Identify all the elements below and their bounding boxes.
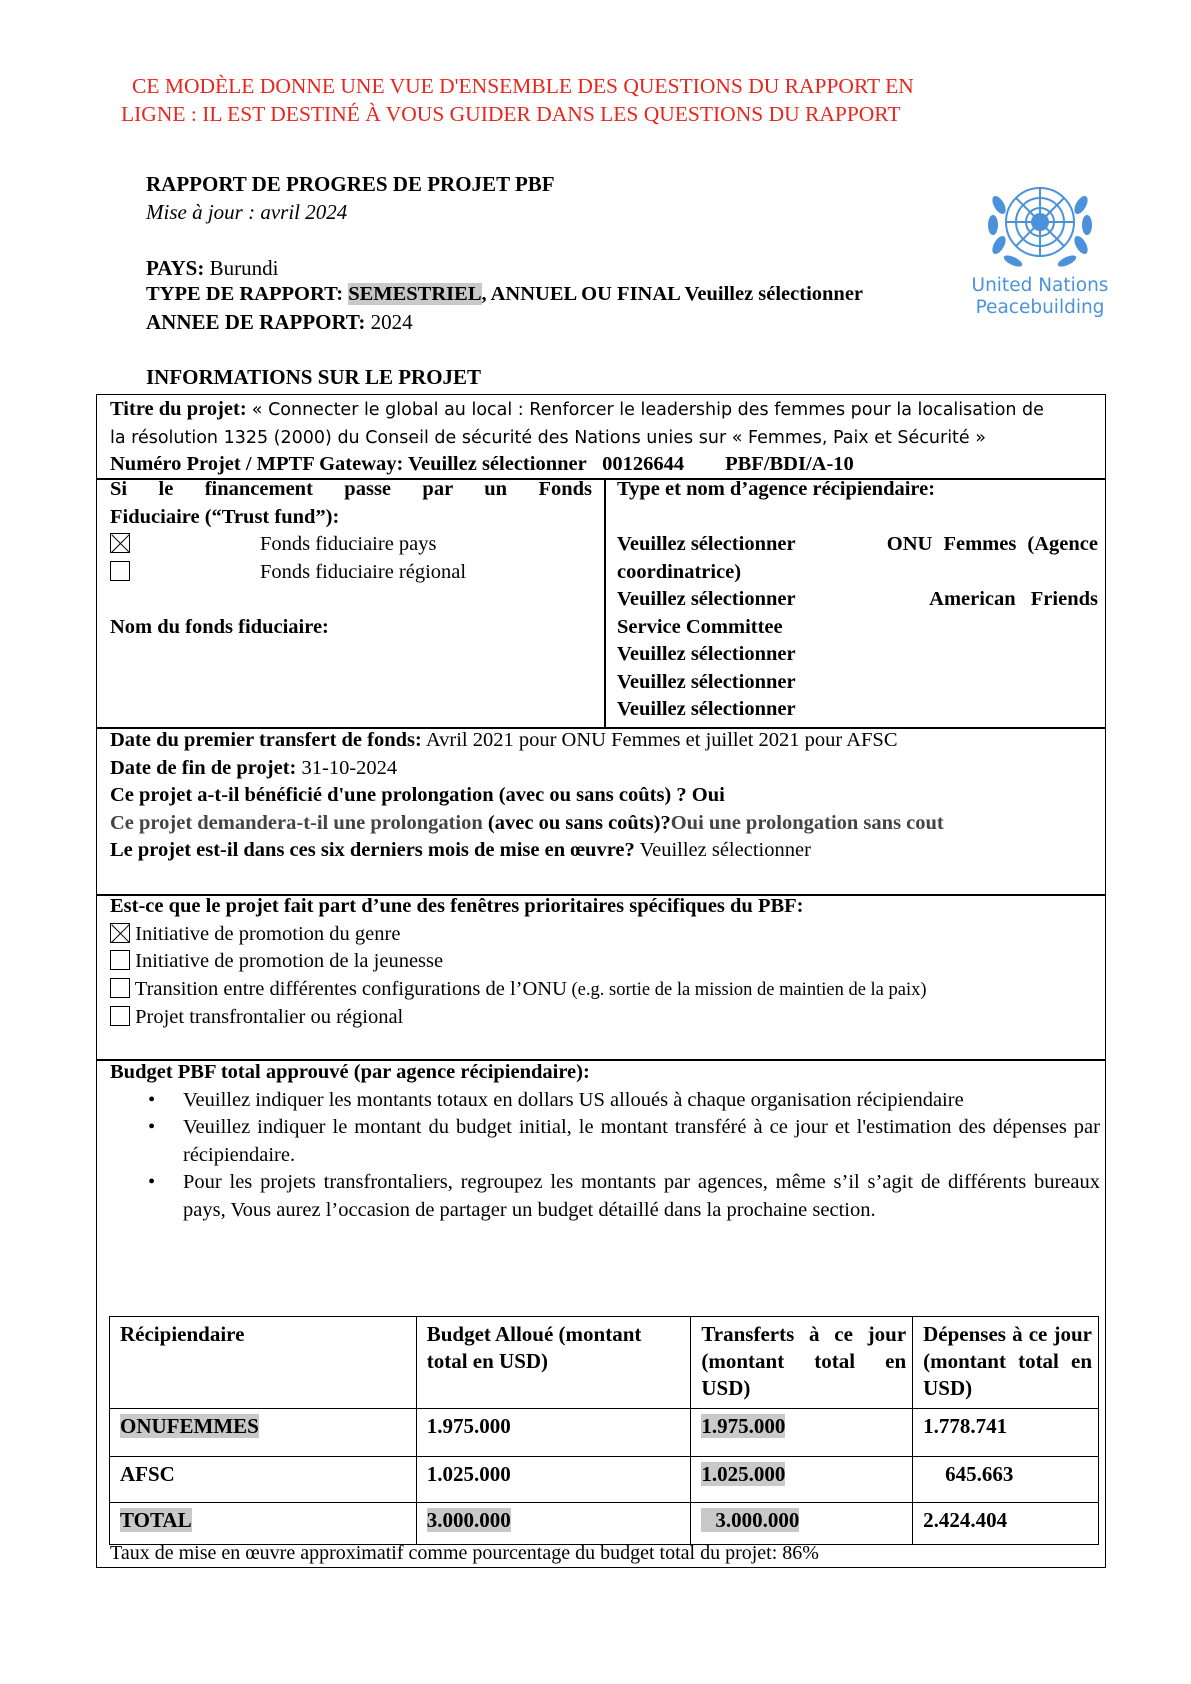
allocated-cell: 1.975.000 bbox=[416, 1409, 691, 1457]
extension-request-line bbox=[110, 810, 1100, 838]
update-date: Mise à jour : avril 2024 bbox=[146, 200, 348, 224]
pays-label: PAYS: bbox=[146, 256, 205, 280]
agency-row-2 bbox=[617, 586, 1098, 614]
window-option-transition-label: Transition entre différentes configurations de l’ONU bbox=[134, 977, 567, 1000]
project-code: PBF/BDI/A-10 bbox=[725, 452, 854, 475]
checkbox-icon[interactable] bbox=[110, 561, 130, 581]
project-title-line-1: « Connecter le global au local : Renforcer le leadership des femmes pour la localisation de bbox=[251, 400, 1044, 420]
dates-cell bbox=[110, 727, 1100, 865]
budget-instructions bbox=[110, 1087, 1100, 1225]
logo-text-line-2: Peacebuilding bbox=[975, 297, 1105, 318]
notice-line-1: CE MODÈLE DONNE UNE VUE D'ENSEMBLE DES QUESTIONS DU RAPPORT EN bbox=[132, 74, 914, 98]
transferred-value: 3.000.000 bbox=[701, 1508, 799, 1532]
trust-option-regional[interactable] bbox=[110, 559, 592, 587]
window-option-transition[interactable] bbox=[110, 976, 1100, 1005]
agency-2-select[interactable]: Veuillez sélectionner bbox=[617, 588, 796, 610]
annee-label: ANNEE DE RAPPORT: bbox=[146, 310, 366, 334]
window-option-crossborder[interactable] bbox=[110, 1004, 1100, 1032]
transferred-value: 1.025.000 bbox=[701, 1462, 786, 1486]
agency-2-name: American Friends bbox=[929, 588, 1098, 610]
budget-cell bbox=[110, 1059, 1100, 1224]
agencies-cell bbox=[617, 476, 1098, 724]
project-title-label: Titre du projet: bbox=[110, 398, 247, 420]
window-option-youth[interactable] bbox=[110, 948, 1100, 976]
logo-text-line-1: United Nations bbox=[971, 275, 1109, 296]
end-date-label: Date de fin de projet: bbox=[110, 756, 297, 779]
project-title-line-2: la résolution 1325 (2000) du Conseil de sécurité des Nations unies sur « Femmes, Paix et Sécurité » bbox=[110, 427, 986, 448]
budget-instruction-item: • Pour les projets transfrontaliers, regroupez les montants par agences, même s’il s’agit de différents bureaux pays, Vous aurez l’occasion de partager un budget détaillé dans la prochaine section. bbox=[110, 1169, 1100, 1224]
recipient-cell: AFSC bbox=[110, 1457, 417, 1503]
extension-request-a: Ce projet demandera-t-il une prolongation bbox=[110, 811, 483, 834]
agency-4-select[interactable]: Veuillez sélectionner bbox=[617, 670, 796, 693]
transferred-cell bbox=[691, 1457, 913, 1503]
window-option-youth-label: Initiative de promotion de la jeunesse bbox=[135, 950, 444, 972]
type-label: TYPE DE RAPPORT: bbox=[146, 283, 344, 305]
last-six-months-value[interactable]: Veuillez sélectionner bbox=[639, 839, 811, 861]
extension-question: Ce projet a-t-il bénéficié d'une prolongation (avec ou sans coûts) ? Oui bbox=[110, 784, 725, 806]
agencies-label: Type et nom d’agence récipiendaire: bbox=[617, 478, 936, 500]
agency-3-select[interactable]: Veuillez sélectionner bbox=[617, 643, 796, 665]
table-row bbox=[110, 1503, 1099, 1545]
window-option-gender-label: Initiative de promotion du genre bbox=[135, 922, 401, 945]
annee-line bbox=[146, 310, 413, 335]
trust-option-country-label: Fonds fiduciaire pays bbox=[260, 533, 437, 555]
checkbox-icon[interactable] bbox=[110, 950, 130, 970]
recipient-cell bbox=[110, 1409, 417, 1457]
transferred-cell bbox=[691, 1409, 913, 1457]
last-six-months-line bbox=[110, 837, 1100, 865]
allocated-cell: 1.025.000 bbox=[416, 1457, 691, 1503]
checkbox-checked-icon[interactable] bbox=[110, 533, 130, 553]
window-option-crossborder-label: Projet transfrontalier ou régional bbox=[135, 1006, 404, 1028]
allocated-value: 3.000.000 bbox=[426, 1508, 511, 1532]
first-transfer-label: Date du premier transfert de fonds: bbox=[110, 729, 422, 751]
spent-cell: 1.778.741 bbox=[913, 1409, 1099, 1457]
recipient-name: TOTAL bbox=[120, 1508, 192, 1532]
col-header: Récipiendaire bbox=[110, 1317, 417, 1409]
type-rest[interactable]: , ANNUEL OU FINAL Veuillez sélectionner bbox=[481, 283, 864, 305]
trust-option-country[interactable] bbox=[110, 531, 592, 559]
recipient-name: ONUFEMMES bbox=[120, 1414, 259, 1438]
column-divider bbox=[604, 478, 606, 728]
implementation-rate: Taux de mise en œuvre approximatif comme pourcentage du budget total du projet: 86% bbox=[110, 1542, 819, 1564]
project-number-label[interactable]: Numéro Projet / MPTF Gateway: Veuillez sélectionner bbox=[110, 452, 587, 475]
checkbox-icon[interactable] bbox=[110, 978, 130, 998]
agency-1-select[interactable]: Veuillez sélectionner bbox=[617, 533, 796, 555]
first-transfer-value: Avril 2021 pour ONU Femmes et juillet 2021 pour AFSC bbox=[425, 729, 898, 751]
extension-request-answer: Oui une prolongation sans cout bbox=[670, 811, 944, 834]
un-peacebuilding-logo bbox=[965, 175, 1115, 319]
priority-question: Est-ce que le projet fait part d’une des fenêtres prioritaires spécifiques du PBF: bbox=[110, 895, 804, 917]
section-title: INFORMATIONS SUR LE PROJET bbox=[146, 365, 482, 389]
first-transfer-line bbox=[110, 727, 1100, 755]
transferred-value: 1.975.000 bbox=[701, 1414, 786, 1438]
col-header: Dépenses à ce jour (montant total en USD) bbox=[913, 1317, 1099, 1409]
notice-line-2: LIGNE : IL EST DESTINÉ À VOUS GUIDER DANS LES QUESTIONS DU RAPPORT bbox=[121, 102, 901, 126]
agency-1-name-cont: coordinatrice) bbox=[617, 560, 742, 583]
recipient-cell bbox=[110, 1503, 417, 1545]
window-option-gender[interactable] bbox=[110, 921, 1100, 949]
trust-option-regional-label: Fonds fiduciaire régional bbox=[260, 560, 467, 583]
budget-title: Budget PBF total approuvé (par agence récipiendaire): bbox=[110, 1061, 590, 1083]
agency-2-name-cont: Service Committee bbox=[617, 615, 783, 638]
budget-instruction-item: • Veuillez indiquer le montant du budget initial, le montant transféré à ce jour et l'estimation des dépenses par récipiendaire. bbox=[110, 1114, 1100, 1169]
spent-cell: 2.424.404 bbox=[913, 1503, 1099, 1545]
extension-request-b: (avec ou sans coûts)? bbox=[482, 811, 671, 834]
allocated-cell bbox=[416, 1503, 691, 1545]
annee-value: 2024 bbox=[370, 310, 413, 334]
last-six-months-label: Le projet est-il dans ces six derniers mois de mise en œuvre? bbox=[110, 839, 635, 861]
report-title: RAPPORT DE PROGRES DE PROJET PBF bbox=[146, 172, 555, 196]
un-emblem-icon bbox=[965, 175, 1115, 270]
trust-name-label: Nom du fonds fiduciaire: bbox=[110, 615, 329, 638]
agency-5-select[interactable]: Veuillez sélectionner bbox=[617, 698, 796, 720]
project-title-cell bbox=[110, 396, 1100, 477]
type-line bbox=[146, 283, 863, 306]
pays-value: Burundi bbox=[209, 256, 279, 280]
end-date-line bbox=[110, 755, 1100, 783]
budget-table bbox=[109, 1316, 1099, 1545]
budget-header-row bbox=[110, 1317, 1099, 1409]
col-header: Budget Alloué (montant total en USD) bbox=[416, 1317, 691, 1409]
checkbox-icon[interactable] bbox=[110, 1006, 130, 1026]
end-date-value: 31-10-2024 bbox=[301, 756, 398, 779]
pays-line bbox=[146, 256, 278, 281]
project-number-line bbox=[110, 451, 1100, 477]
budget-instruction-item: • Veuillez indiquer les montants totaux en dollars US alloués à chaque organisation récipiendaire bbox=[110, 1087, 1100, 1115]
transferred-cell bbox=[691, 1503, 913, 1545]
type-selected[interactable]: SEMESTRIEL bbox=[348, 283, 482, 305]
window-option-transition-note: (e.g. sortie de la mission de maintien de la paix) bbox=[566, 979, 927, 1000]
agency-1-name: ONU Femmes (Agence bbox=[886, 533, 1098, 555]
col-header: Transferts à ce jour (montant total en USD) bbox=[691, 1317, 913, 1409]
table-row bbox=[110, 1457, 1099, 1503]
agency-row-1 bbox=[617, 531, 1098, 559]
priority-windows-cell bbox=[110, 893, 1100, 1032]
table-row bbox=[110, 1409, 1099, 1457]
trust-question-line-1: Si le financement passe par un Fonds bbox=[110, 478, 592, 500]
checkbox-checked-icon[interactable] bbox=[110, 923, 130, 943]
trust-question-line-2: Fiduciaire (“Trust fund”): bbox=[110, 505, 340, 528]
project-number-value: 00126644 bbox=[602, 452, 685, 475]
trust-fund-cell bbox=[110, 476, 592, 641]
spent-cell: 645.663 bbox=[913, 1457, 1099, 1503]
